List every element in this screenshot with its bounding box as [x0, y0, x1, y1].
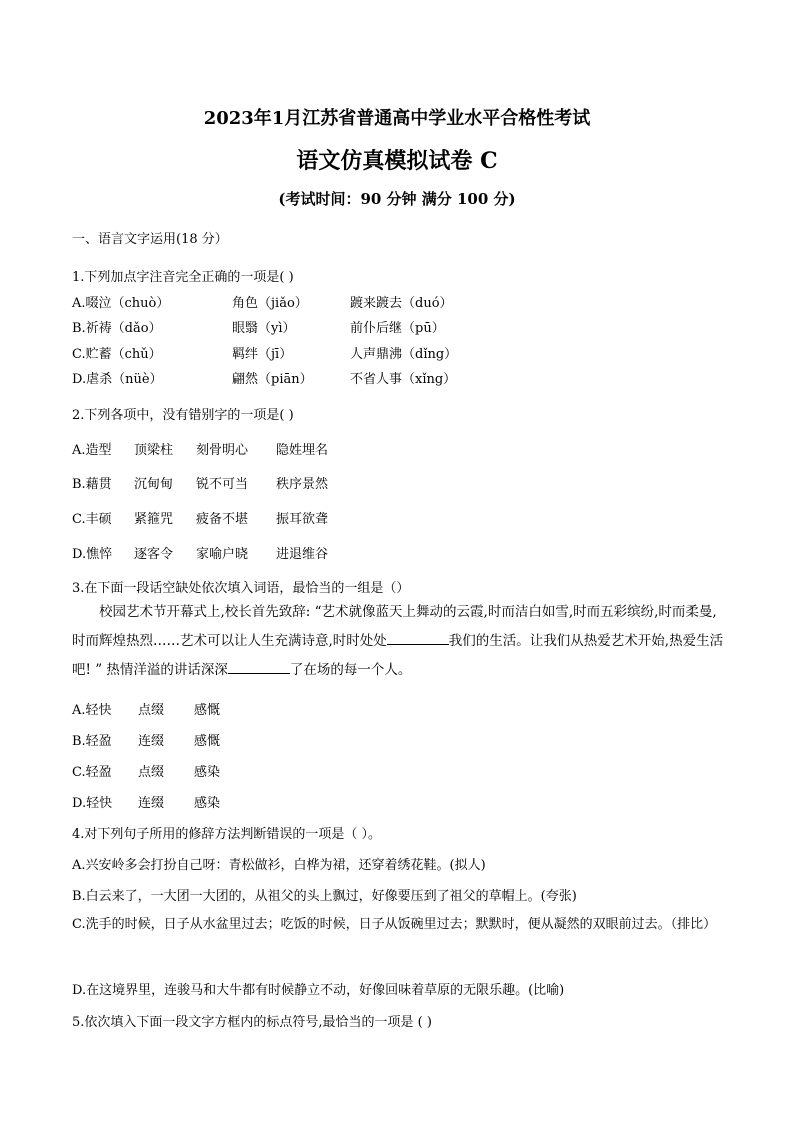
q2-b-4: 秩序景然	[276, 477, 329, 492]
q3-a-1: A.轻快	[72, 703, 112, 718]
q1-a-1: A.啜泣（chuò）	[72, 296, 170, 311]
q2-a-2: 顶梁柱	[134, 443, 174, 458]
q1-c-2: 羁绊（jī）	[232, 347, 293, 362]
q5-stem: 5.依次填入下面一段文字方框内的标点符号,最恰当的一项是 ( )	[72, 1015, 432, 1030]
q1-a-2: 角色（jiǎo）	[232, 296, 308, 311]
q3-d-3: 感染	[194, 796, 221, 811]
q1-option-a	[72, 292, 490, 311]
q1-c-3: 人声鼎沸（dǐng）	[350, 347, 458, 362]
q4-option-c: C.洗手的时候，日子从水盆里过去；吃饭的时候，日子从饭碗里过去；默默时，便从凝然的双眼前过去。（排比）	[72, 917, 717, 932]
q2-option-d	[72, 543, 356, 562]
q3-passage-part2: 我们的生活。让我们从热爱艺术开始,热爱生活吧! ” 热情洋溢的讲话深深	[72, 633, 724, 678]
q1-b-2: 眼翳（yì）	[232, 321, 296, 336]
q2-option-a	[72, 439, 356, 458]
q1-a-3: 踱来踱去（duó）	[350, 296, 453, 311]
q2-c-3: 疲备不堪	[196, 512, 249, 527]
q2-c-1: C.丰硕	[72, 512, 112, 527]
q3-d-1: D.轻快	[72, 796, 113, 811]
q3-b-3: 感慨	[194, 734, 221, 749]
q3-option-a	[72, 699, 250, 718]
q2-stem: 2.下列各项中，没有错别字的一项是( )	[72, 408, 294, 423]
q2-b-1: B.藉贯	[72, 477, 112, 492]
q1-c-1: C.贮蓄（chǔ）	[72, 347, 162, 362]
q3-c-3: 感染	[194, 765, 221, 780]
q2-c-2: 紧箍咒	[134, 512, 174, 527]
exam-subtitle: 语文仿真模拟试卷 C	[296, 148, 498, 174]
q1-stem: 1.下列加点字注音完全正确的一项是( )	[72, 270, 294, 285]
q3-option-b	[72, 730, 250, 749]
q1-b-3: 前仆后继（pū）	[350, 321, 445, 336]
q4-option-b: B.白云来了，一大团一大团的，从祖父的头上飘过，好像要压到了祖父的草帽上。(夸张)	[72, 889, 577, 904]
q1-option-d	[72, 368, 490, 387]
q3-stem: 3.在下面一段话空缺处依次填入词语，最恰当的一组是（）	[72, 581, 410, 596]
q3-passage-part3: 了在场的每一个人。	[289, 662, 412, 678]
q2-c-4: 振耳欲聋	[276, 512, 329, 527]
q3-c-2: 点缀	[138, 765, 165, 780]
q1-option-c	[72, 343, 490, 362]
q1-d-3: 不省人事（xǐng）	[350, 372, 457, 387]
exam-title: 2023年1月江苏省普通高中学业水平合格性考试	[203, 108, 591, 129]
q1-option-b	[72, 317, 490, 336]
q2-d-3: 家喻户晓	[196, 547, 249, 562]
q2-option-c	[72, 508, 356, 527]
q1-b-1: B.祈祷（dǎo）	[72, 321, 162, 336]
q4-stem: 4.对下列句子所用的修辞方法判断错误的一项是（ ）。	[72, 827, 382, 842]
q4-option-a: A.兴安岭多会打扮自己呀：青松做衫，白桦为裙，还穿着绣花鞋。(拟人)	[72, 858, 486, 873]
q2-a-3: 刻骨明心	[196, 443, 249, 458]
q2-b-3: 锐不可当	[196, 477, 249, 492]
q3-a-2: 点缀	[138, 703, 165, 718]
q3-option-d	[72, 792, 250, 811]
q2-option-b	[72, 473, 356, 492]
q4-option-d: D.在这境界里，连骏马和大牛都有时候静立不动，好像回味着草原的无限乐趣。(比喻)	[72, 983, 565, 998]
q2-d-4: 进退维谷	[276, 547, 329, 562]
q3-option-c	[72, 761, 250, 780]
q3-a-3: 感慨	[194, 703, 221, 718]
q1-d-2: 翩然（piān）	[232, 372, 313, 387]
q3-blank-1	[387, 632, 449, 645]
q3-passage	[72, 598, 724, 685]
q1-d-1: D.虐杀（nüè）	[72, 372, 163, 387]
q2-a-4: 隐姓埋名	[276, 443, 329, 458]
q3-c-1: C.轻盈	[72, 765, 112, 780]
exam-info: (考试时间：90 分钟 满分 100 分)	[278, 190, 516, 208]
q3-d-2: 连缀	[138, 796, 165, 811]
q2-d-2: 逐客令	[134, 547, 174, 562]
q2-a-1: A.造型	[72, 443, 112, 458]
section-heading: 一、语言文字运用(18 分）	[72, 232, 228, 247]
q2-b-2: 沉甸甸	[134, 477, 174, 492]
q2-d-1: D.憔悴	[72, 547, 113, 562]
q3-b-2: 连缀	[138, 734, 165, 749]
q3-blank-2	[228, 661, 290, 674]
q3-b-1: B.轻盈	[72, 734, 112, 749]
q3-passage-part1: 校园艺术节开幕式上,校长首先致辞: “艺术就像蓝天上舞动的云霞,时而洁白如雪,时而五彩缤纷,时而柔曼,时而辉煌热烈……艺术可以让人生充满诗意,时时处处	[72, 604, 717, 649]
